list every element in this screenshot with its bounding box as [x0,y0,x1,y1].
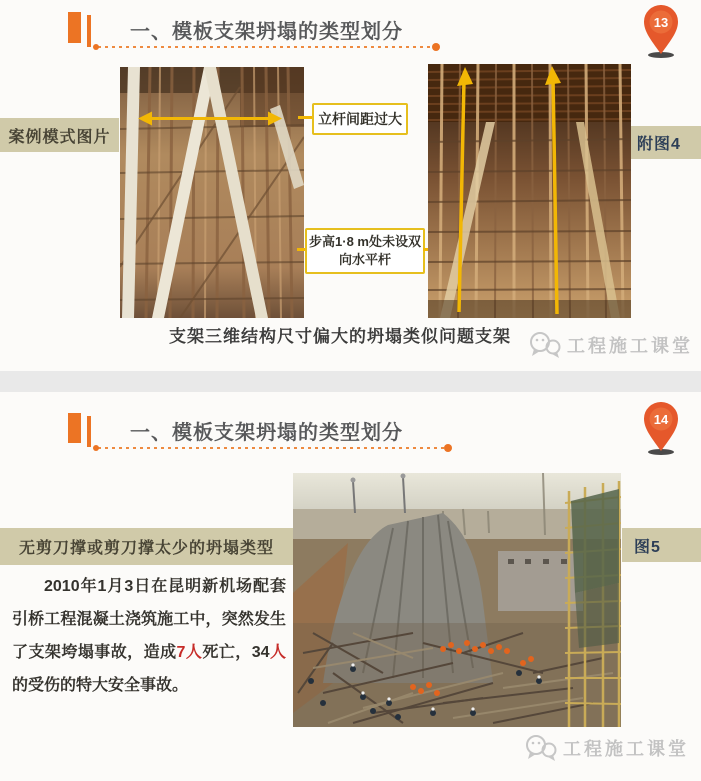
page-number: 14 [653,412,669,427]
underline-dot-left [93,445,99,451]
brand-name: 工程施工课堂 [563,739,689,759]
brand-logo [528,330,693,360]
callout-connector [297,248,305,251]
case-type-band [0,118,119,152]
annotation-pole-spacing: 立杆间距过大 [312,103,408,135]
underline-dot-left [93,44,99,50]
scaffold-photo-left [120,67,304,318]
casualty-count-deaths: 7人 [176,644,203,661]
header-accent-bar [68,413,81,443]
page-number: 13 [653,15,669,30]
underline-dot-right [444,444,452,452]
brand-logo [524,733,689,763]
figure-ref-band [622,528,701,562]
slide-14 [0,392,701,781]
scaffold-photo-right [428,64,631,318]
collapse-site-photo [293,473,621,727]
header-accent-bar-thin [87,416,91,447]
collapse-type-band [0,528,293,565]
wechat-icon [528,330,562,360]
casualty-count-injured: 人 [269,644,286,661]
underline-dot-right [432,43,440,51]
location-pin-icon [641,5,681,59]
figure-ref-label: 图5 [634,538,661,556]
slide-13 [0,0,701,371]
slide-title: 一、模板支架坍塌的类型划分 [130,21,403,43]
annotation-step-height: 步高1·8 m处未设双 向水平杆 [305,228,425,274]
title-underline [98,447,446,449]
slide-title: 一、模板支架坍塌的类型划分 [130,422,403,444]
case-description: 2010年1月3日在昆明新机场配套引桥工程混凝土浇筑施工中，突然发生了支架垮塌事故，造成7人死亡，34人的受伤的特大安全事故。 [12,578,286,694]
header-accent-bar-thin [87,15,91,47]
wechat-icon [524,733,558,763]
callout-connector [423,248,428,251]
title-underline [98,46,434,48]
case-type-label: 案例模式图片 [8,128,111,146]
collapse-type-label: 无剪刀撑或剪刀撑太少的坍塌类型 [18,540,274,557]
figure-ref-label: 附图4 [637,136,681,153]
location-pin-icon [641,402,681,456]
figure-ref-band [625,126,701,159]
brand-name: 工程施工课堂 [567,336,693,356]
header-accent-bar [68,12,81,43]
photo-caption: 支架三维结构尺寸偏大的坍塌类似问题支架 [169,327,511,346]
callout-connector [298,116,312,119]
